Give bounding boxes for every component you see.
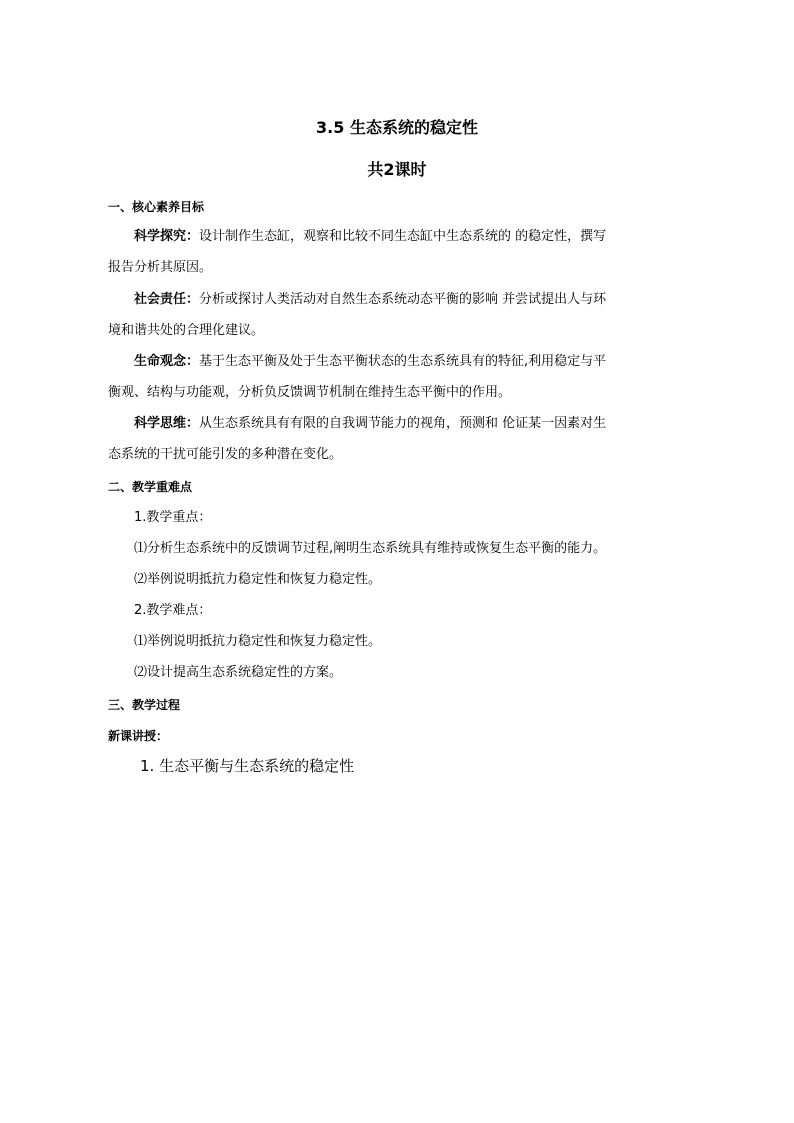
- goal-continuation: 衡观、结构与功能观，分析负反馈调节机制在维持生态平衡中的作用。: [108, 385, 512, 400]
- new-lesson-label: 新课讲授：: [108, 729, 169, 743]
- goal-continuation: 境和谐共处的合理化建议。: [108, 323, 265, 338]
- goal-text: 从生态系统具有有限的自我调节能力的视角，预测和 伦证某一因素对生: [199, 416, 607, 431]
- difficult-points-label: 2.教学难点：: [134, 603, 212, 618]
- goal-label: 社会责任：: [134, 292, 200, 307]
- section-heading-key-points: 二、教学重难点: [108, 480, 193, 494]
- goal-label: 生命观念：: [134, 354, 200, 369]
- goal-text: 设计制作生态缸，观察和比较不同生态缸中生态系统的 的稳定性，撰写: [199, 229, 607, 244]
- key-points-label: 1.教学重点：: [134, 510, 212, 525]
- goal-line: [134, 228, 684, 246]
- goal-text: 分析或探讨人类活动对自然生态系统动态平衡的影响 并尝试提出人与环: [199, 292, 607, 307]
- goal-continuation: 态系统的干扰可能引发的多种潜在变化。: [108, 447, 343, 462]
- goal-label: 科学思维：: [134, 416, 200, 431]
- goal-continuation: 报告分析其原因。: [108, 260, 213, 275]
- goal-line: [134, 415, 684, 433]
- topic-heading: 1. 生态平衡与生态系统的稳定性: [140, 757, 355, 775]
- goal-label: 科学探究：: [134, 229, 200, 244]
- page-title: 3.5 生态系统的稳定性: [316, 118, 478, 137]
- difficult-point-item: ⑴举例说明抵抗力稳定性和恢复力稳定性。: [134, 634, 382, 649]
- goal-text: 基于生态平衡及处于生态平衡状态的生态系统具有的特征,利用稳定与平: [199, 354, 607, 369]
- section-heading-process: 三、教学过程: [108, 698, 181, 712]
- key-point-item: ⑵举例说明抵抗力稳定性和恢复力稳定性。: [134, 572, 382, 587]
- section-heading-goals: 一、核心素养目标: [108, 200, 205, 214]
- difficult-point-item: ⑵设计提高生态系统稳定性的方案。: [134, 665, 343, 680]
- page-subtitle: 共2课时: [367, 160, 427, 179]
- goal-line: [134, 291, 684, 309]
- goal-line: [134, 353, 684, 371]
- key-point-item: ⑴分析生态系统中的反馈调节过程,阐明生态系统具有维持或恢复生态平衡的能力。: [134, 541, 607, 556]
